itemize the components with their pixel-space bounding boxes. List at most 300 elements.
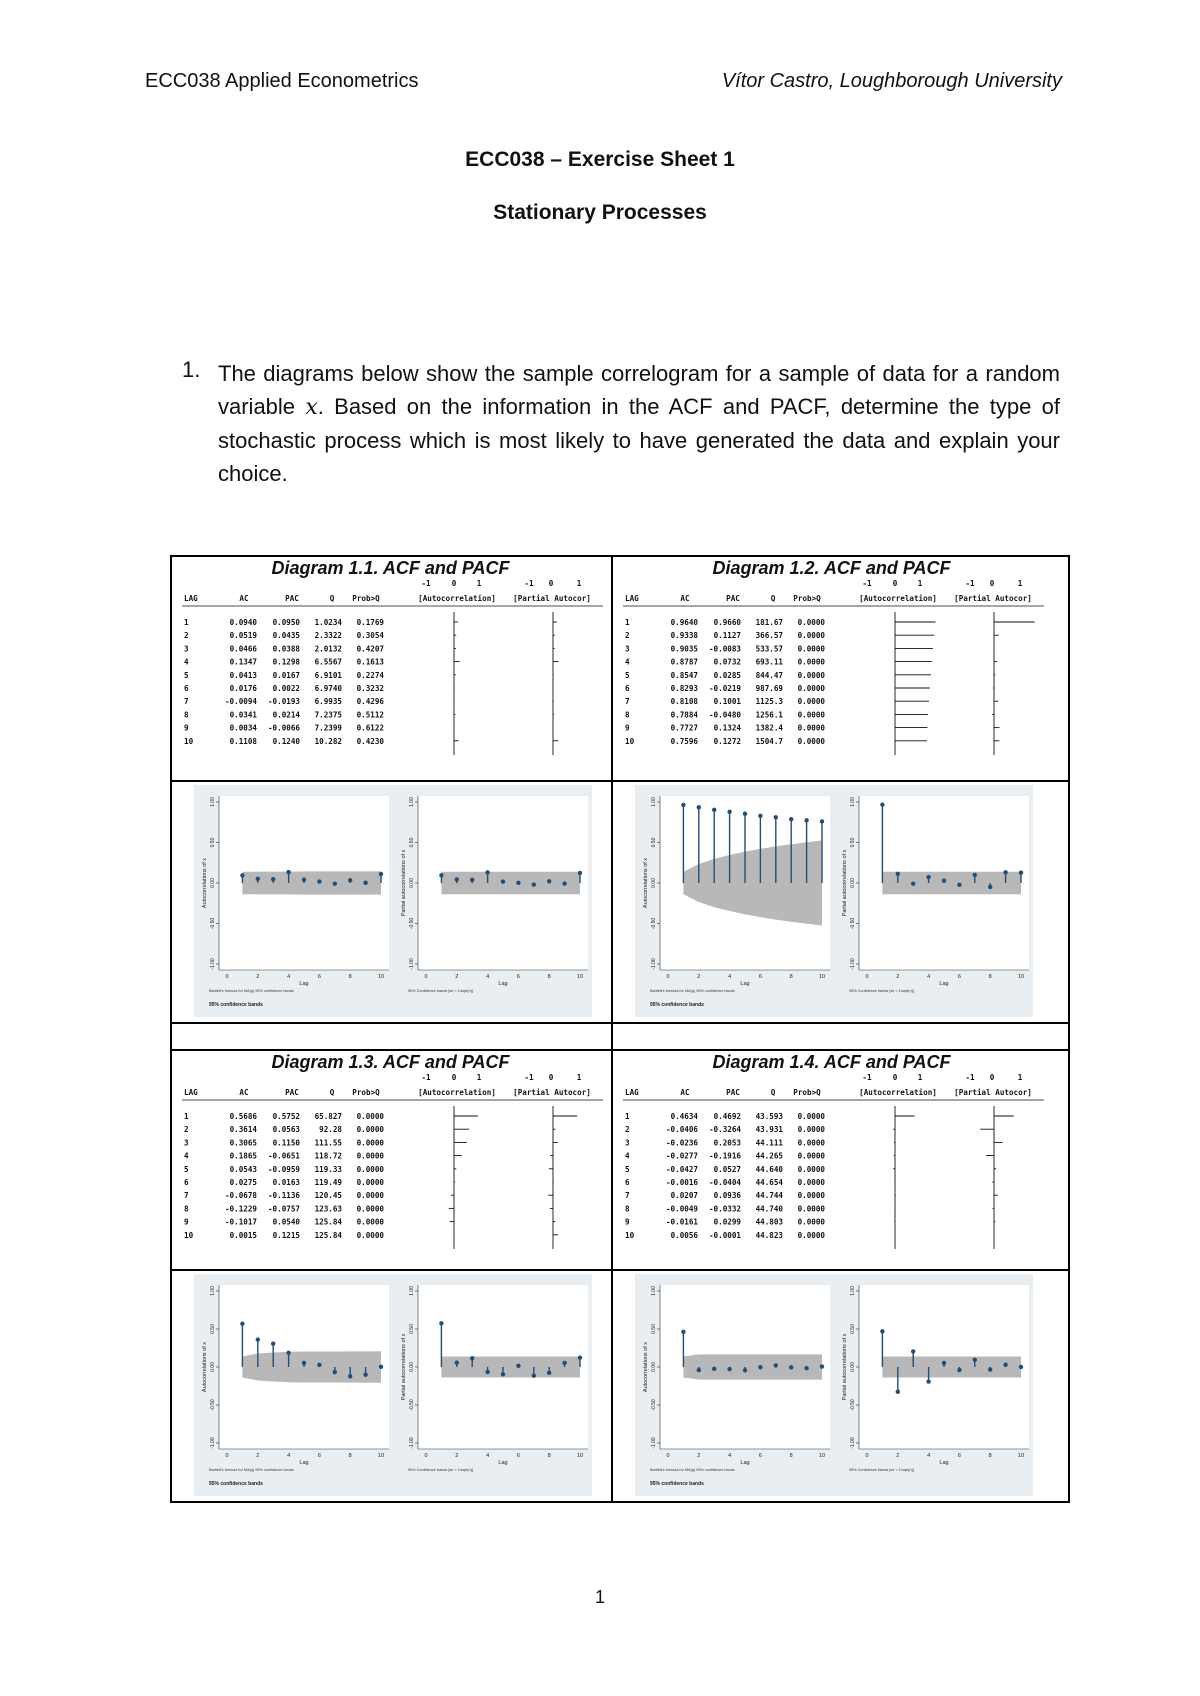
table-cell: 0.0000 <box>797 670 825 680</box>
table-cell: 0.1272 <box>713 736 741 746</box>
table-column-header: AC <box>680 1088 690 1097</box>
stem-marker <box>501 1372 505 1376</box>
confidence-band <box>882 1356 1021 1377</box>
x-tick-label: 6 <box>957 1453 961 1459</box>
table-cell: 0.0000 <box>356 1217 384 1227</box>
table-cell: 5 <box>625 1164 630 1174</box>
stem-marker <box>439 873 443 877</box>
table-cell: 0.0022 <box>272 684 300 693</box>
table-scale-label: 0 <box>892 579 898 588</box>
table-cell: 44.111 <box>755 1138 783 1148</box>
x-tick-label: 4 <box>486 974 490 980</box>
table-column-header: PAC <box>726 1088 740 1097</box>
stem-marker <box>681 1330 685 1334</box>
table-cell: 7.2375 <box>314 710 342 720</box>
table-cell: 0.0015 <box>229 1230 257 1240</box>
stem-marker <box>911 881 915 885</box>
table-scale-label: -1 <box>965 579 975 588</box>
table-cell: 44.823 <box>755 1230 783 1240</box>
table-cell: 0.0000 <box>356 1178 384 1187</box>
table-scale-label: 1 <box>917 1073 923 1082</box>
table-cell: 0.0000 <box>797 1125 825 1135</box>
question-text-after: . Based on the information in the ACF and PACF, determine the type of stochastic process which is most likely to have generated the data and explain your choice. <box>218 394 1061 486</box>
table-cell: 3 <box>625 644 630 654</box>
table-cell: 0.3065 <box>229 1138 257 1148</box>
table-cell: 43.931 <box>755 1125 783 1135</box>
table-cell: -0.0193 <box>267 697 300 707</box>
table-cell: 8 <box>625 710 630 720</box>
stem-marker <box>240 873 244 877</box>
table-cell: 44.654 <box>755 1178 783 1187</box>
table-cell: 43.593 <box>755 1112 783 1121</box>
band-legend: 95% confidence bands <box>650 1481 704 1487</box>
stem-marker <box>681 803 685 807</box>
stem-marker <box>896 1390 900 1394</box>
table-column-header: PAC <box>285 594 299 603</box>
table-cell: 0.3232 <box>356 684 384 693</box>
table-cell: 0.0275 <box>229 1178 257 1187</box>
table-column-header: [Partial Autocor] <box>513 1088 591 1097</box>
table-cell: 0.0000 <box>797 1112 825 1121</box>
table-cell: 0.1324 <box>713 723 741 733</box>
y-axis-label: Autocorrelations of x <box>202 857 208 909</box>
table-cell: -0.0094 <box>224 697 257 707</box>
y-tick-label: 0.00 <box>409 1362 415 1372</box>
table-cell: 6 <box>184 684 189 693</box>
table-cell: 2.0132 <box>314 644 342 654</box>
y-tick-label: 0.50 <box>651 837 657 848</box>
stem-marker <box>455 877 459 881</box>
table-cell: -0.0066 <box>267 723 300 733</box>
stem-marker <box>256 877 260 881</box>
table-scale-label: 1 <box>476 1073 482 1082</box>
table-cell: 9 <box>184 1217 189 1227</box>
table-cell: 6 <box>184 1178 189 1187</box>
table-cell: 0.0563 <box>272 1125 300 1135</box>
x-axis-label: Lag <box>498 981 508 987</box>
y-tick-label: -0.50 <box>409 1399 415 1411</box>
x-tick-label: 0 <box>865 1453 869 1459</box>
table-cell: 0.8108 <box>670 697 698 707</box>
table-cell: 0.4296 <box>356 697 384 707</box>
table-cell: -0.1017 <box>224 1217 257 1227</box>
stem-marker <box>743 812 747 816</box>
table-cell: 125.84 <box>314 1217 342 1227</box>
y-axis-label: Partial autocorrelations of x <box>842 1333 848 1401</box>
x-tick-label: 2 <box>455 974 459 980</box>
correlogram-table <box>172 579 609 775</box>
table-cell: 2 <box>625 1125 630 1135</box>
table-cell: -0.0161 <box>665 1217 698 1227</box>
table-cell: 0.0056 <box>670 1230 698 1240</box>
x-tick-label: 2 <box>896 974 900 980</box>
confidence-band <box>242 871 381 894</box>
table-cell: -0.0959 <box>267 1164 300 1174</box>
table-cell: -0.1916 <box>708 1151 741 1161</box>
x-tick-label: 10 <box>1017 1453 1025 1459</box>
y-tick-label: 0.50 <box>210 837 216 848</box>
y-tick-label: -1.00 <box>850 1437 856 1449</box>
x-axis-label: Lag <box>939 1460 949 1466</box>
y-tick-label: 0.00 <box>651 1362 657 1372</box>
table-cell: -0.1136 <box>267 1191 300 1201</box>
table-cell: 6 <box>625 684 630 693</box>
correlogram-plots <box>172 782 609 1020</box>
table-cell: 987.69 <box>755 684 783 693</box>
y-tick-label: -1.00 <box>850 958 856 970</box>
table-cell: 0.0000 <box>797 684 825 693</box>
table-cell: 844.47 <box>755 670 783 680</box>
correlogram-plots <box>613 1271 1050 1501</box>
x-tick-label: 4 <box>486 1453 490 1459</box>
stem-marker <box>485 870 489 874</box>
diagram-table-cell <box>172 1051 609 1268</box>
y-axis-label: Partial autocorrelations of x <box>842 849 848 917</box>
stem-marker <box>379 1365 383 1369</box>
stem-marker <box>789 1365 793 1369</box>
x-tick-label: 6 <box>957 974 961 980</box>
table-cell: 0.3614 <box>229 1125 257 1135</box>
table-cell: 0.0000 <box>797 697 825 707</box>
x-tick-label: 6 <box>516 974 520 980</box>
table-cell: 0.1127 <box>713 631 741 641</box>
table-cell: 0.0000 <box>356 1138 384 1148</box>
table-cell: 6.9935 <box>314 697 342 707</box>
table-cell: 0.4634 <box>670 1112 698 1121</box>
table-cell: 0.0000 <box>356 1191 384 1201</box>
table-scale-label: -1 <box>421 1073 431 1082</box>
plot-note: Bartlett's formula for MA(q) 95% confidence bands <box>209 1468 294 1472</box>
correlogram-plots <box>172 1271 609 1501</box>
x-tick-label: 8 <box>547 974 551 980</box>
table-cell: 0.8787 <box>670 657 698 667</box>
table-column-header: [Partial Autocor] <box>954 594 1032 603</box>
x-tick-label: 2 <box>697 1453 701 1459</box>
table-cell: 0.0207 <box>670 1191 698 1201</box>
table-cell: 8 <box>625 1204 630 1214</box>
stem-marker <box>501 879 505 883</box>
x-tick-label: 8 <box>789 1453 793 1459</box>
table-cell: 120.45 <box>314 1191 342 1201</box>
table-cell: 0.2053 <box>713 1138 741 1148</box>
table-cell: 118.72 <box>314 1151 342 1161</box>
x-axis-label: Lag <box>740 981 750 987</box>
table-column-header: [Autocorrelation] <box>859 1088 937 1097</box>
table-column-header: Prob>Q <box>793 1088 821 1097</box>
table-cell: 3 <box>184 644 189 654</box>
confidence-band <box>441 872 580 894</box>
table-cell: 0.0000 <box>797 644 825 654</box>
table-cell: 44.803 <box>755 1217 783 1227</box>
table-cell: 0.2274 <box>356 670 384 680</box>
y-tick-label: -1.00 <box>651 1437 657 1449</box>
stem-marker <box>470 878 474 882</box>
table-column-header: Q <box>329 594 335 603</box>
y-axis-label: Autocorrelations of x <box>643 1341 649 1393</box>
x-axis-label: Lag <box>299 981 309 987</box>
stem-marker <box>302 1361 306 1365</box>
stem-marker <box>578 871 582 875</box>
table-cell: -0.3264 <box>708 1125 741 1135</box>
table-cell: 8 <box>184 1204 189 1214</box>
table-column-header: [Autocorrelation] <box>418 1088 496 1097</box>
table-cell: 6.9740 <box>314 684 342 693</box>
table-cell: 9 <box>184 723 189 733</box>
stem-marker <box>896 872 900 876</box>
table-column-header: [Autocorrelation] <box>859 594 937 603</box>
question-text-before: The diagrams below show the sample correlogram for a sample of data for a random variable <box>218 361 1060 419</box>
table-cell: 0.0000 <box>797 657 825 667</box>
table-scale-label: 1 <box>576 1073 582 1082</box>
table-cell: 1 <box>184 1112 189 1121</box>
table-cell: 0.9338 <box>670 631 698 641</box>
y-tick-label: 0.00 <box>651 878 657 888</box>
table-column-header: AC <box>239 1088 249 1097</box>
x-tick-label: 2 <box>697 974 701 980</box>
x-tick-label: 8 <box>988 974 992 980</box>
y-tick-label: -0.50 <box>850 917 856 930</box>
table-cell: 0.9640 <box>670 618 698 627</box>
stem-marker <box>1003 1363 1007 1367</box>
stem-marker <box>302 877 306 881</box>
table-scale-label: 1 <box>476 579 482 588</box>
table-column-header: Q <box>770 594 776 603</box>
stem-marker <box>712 808 716 812</box>
table-cell: 0.0543 <box>229 1164 257 1174</box>
table-cell: 0.0000 <box>356 1204 384 1214</box>
table-cell: 0.0000 <box>797 1178 825 1187</box>
stem-marker <box>562 1361 566 1365</box>
table-scale-label: 0 <box>548 1073 554 1082</box>
table-cell: 44.740 <box>755 1204 783 1214</box>
stem-marker <box>271 1341 275 1345</box>
table-cell: 2 <box>184 1125 189 1135</box>
y-tick-label: -0.50 <box>651 917 657 930</box>
x-tick-label: 8 <box>988 1453 992 1459</box>
y-tick-label: -0.50 <box>210 917 216 930</box>
y-tick-label: 0.00 <box>850 878 856 888</box>
table-cell: 0.0000 <box>797 1191 825 1201</box>
stem-marker <box>485 1370 489 1374</box>
table-cell: -0.0651 <box>267 1151 300 1161</box>
table-scale-label: 1 <box>576 579 582 588</box>
stem-marker <box>957 1368 961 1372</box>
page-title: ECC038 – Exercise Sheet 1 <box>465 148 735 171</box>
x-tick-label: 0 <box>666 1453 670 1459</box>
table-scale-label: 0 <box>989 1073 995 1082</box>
stem-marker <box>516 881 520 885</box>
table-cell: 3 <box>625 1138 630 1148</box>
table-cell: 10.282 <box>314 736 342 746</box>
stem-marker <box>532 1373 536 1377</box>
stem-marker <box>697 1368 701 1372</box>
y-axis-label: Autocorrelations of x <box>202 1341 208 1393</box>
table-cell: 7 <box>184 697 189 707</box>
page-subtitle: Stationary Processes <box>493 201 707 224</box>
y-tick-label: 0.50 <box>850 837 856 848</box>
table-cell: 181.67 <box>755 618 783 627</box>
table-cell: -0.1229 <box>224 1204 257 1214</box>
table-cell: 6 <box>625 1178 630 1187</box>
correlogram-table <box>613 579 1050 775</box>
plot-note: 95% Confidence bands [se = 1/sqrt(n)] <box>849 989 914 993</box>
x-tick-label: 10 <box>1017 974 1025 980</box>
plot-note: Bartlett's formula for MA(q) 95% confidence bands <box>650 1468 735 1472</box>
stem-marker <box>774 1363 778 1367</box>
table-cell: 119.33 <box>314 1164 342 1174</box>
diagram-plot-cell <box>172 782 609 1020</box>
x-axis-label: Lag <box>939 981 949 987</box>
table-cell: 0.1001 <box>713 697 741 707</box>
table-scale-label: 0 <box>451 1073 457 1082</box>
x-tick-label: 8 <box>348 1453 352 1459</box>
table-cell: 0.0940 <box>229 618 257 627</box>
stem-marker <box>578 1356 582 1360</box>
table-cell: 0.0000 <box>797 1204 825 1214</box>
table-cell: 0.6122 <box>356 723 384 733</box>
table-cell: 0.0950 <box>272 618 300 627</box>
stem-marker <box>804 1366 808 1370</box>
stem-marker <box>439 1321 443 1325</box>
table-cell: -0.0757 <box>267 1204 300 1214</box>
confidence-band <box>441 1356 580 1377</box>
table-cell: 0.0034 <box>229 723 257 733</box>
diagram-table-cell <box>172 557 609 779</box>
y-tick-label: -1.00 <box>651 958 657 970</box>
table-cell: 0.0285 <box>713 670 741 680</box>
stem-marker <box>789 817 793 821</box>
table-cell: 0.0000 <box>356 1112 384 1121</box>
table-column-header: [Partial Autocor] <box>513 594 591 603</box>
x-tick-label: 2 <box>896 1453 900 1459</box>
table-scale-label: -1 <box>862 1073 872 1082</box>
stem-marker <box>317 879 321 883</box>
band-legend: 95% confidence bands <box>209 1002 263 1008</box>
x-axis-label: Lag <box>299 1460 309 1466</box>
table-cell: 9 <box>625 723 630 733</box>
table-cell: -0.0480 <box>708 710 741 720</box>
table-cell: 0.0000 <box>797 1138 825 1148</box>
table-cell: 0.0388 <box>272 644 300 654</box>
stem-marker <box>348 878 352 882</box>
table-cell: 5 <box>625 670 630 680</box>
y-tick-label: -1.00 <box>210 958 216 970</box>
stem-marker <box>926 1379 930 1383</box>
table-cell: 123.63 <box>314 1204 342 1214</box>
table-cell: 2 <box>184 631 189 641</box>
x-tick-label: 6 <box>758 1453 762 1459</box>
table-cell: 44.744 <box>755 1191 783 1201</box>
y-tick-label: 1.00 <box>409 797 415 807</box>
x-tick-label: 6 <box>758 974 762 980</box>
x-tick-label: 6 <box>516 1453 520 1459</box>
table-cell: 1.0234 <box>314 618 342 627</box>
x-tick-label: 4 <box>927 1453 931 1459</box>
table-column-header: Prob>Q <box>352 594 380 603</box>
y-axis-label: Autocorrelations of x <box>643 857 649 909</box>
stem-marker <box>562 881 566 885</box>
table-cell: 0.0299 <box>713 1217 741 1227</box>
table-cell: 10 <box>625 736 635 746</box>
y-tick-label: 0.00 <box>210 878 216 888</box>
y-tick-label: 1.00 <box>850 1286 856 1296</box>
page-number: 1 <box>594 1587 605 1607</box>
table-cell: 6.9101 <box>314 670 342 680</box>
stem-marker <box>333 1370 337 1374</box>
table-cell: 0.8547 <box>670 670 698 680</box>
x-tick-label: 8 <box>789 974 793 980</box>
table-cell: 1382.4 <box>755 723 783 733</box>
stem-marker <box>942 1361 946 1365</box>
y-tick-label: -0.50 <box>210 1399 216 1411</box>
table-cell: -0.0332 <box>708 1204 741 1214</box>
table-cell: 0.9035 <box>670 644 698 654</box>
x-tick-label: 0 <box>225 1453 229 1459</box>
diagram-title: Diagram 1.1. ACF and PACF <box>271 558 510 578</box>
table-column-header: AC <box>680 594 690 603</box>
stem-marker <box>988 1367 992 1371</box>
x-axis-label: Lag <box>740 1460 750 1466</box>
stem-marker <box>758 1365 762 1369</box>
stem-marker <box>988 885 992 889</box>
x-tick-label: 8 <box>547 1453 551 1459</box>
y-tick-label: 1.00 <box>210 1286 216 1296</box>
table-cell: 2.3322 <box>314 631 342 641</box>
table-scale-label: -1 <box>965 1073 975 1082</box>
stem-marker <box>516 1364 520 1368</box>
table-cell: 693.11 <box>755 657 783 667</box>
confidence-band <box>683 1354 822 1379</box>
y-tick-label: -1.00 <box>409 958 415 970</box>
table-cell: 0.0000 <box>797 1164 825 1174</box>
confidence-band <box>242 1351 381 1382</box>
table-cell: 4 <box>625 657 630 667</box>
question-variable: x <box>305 395 318 420</box>
header-left: ECC038 Applied Econometrics <box>145 70 419 92</box>
question-number: 1. <box>182 357 201 382</box>
stem-marker <box>926 875 930 879</box>
x-tick-label: 4 <box>287 974 291 980</box>
stem-marker <box>1003 870 1007 874</box>
correlogram-table <box>613 1073 1050 1269</box>
stem-marker <box>697 805 701 809</box>
table-cell: -0.0406 <box>665 1125 698 1135</box>
table-cell: 0.4230 <box>356 736 384 746</box>
stem-marker <box>973 1358 977 1362</box>
table-cell: 0.0000 <box>356 1151 384 1161</box>
stem-marker <box>240 1322 244 1326</box>
y-tick-label: 1.00 <box>409 1286 415 1296</box>
table-cell: 0.0732 <box>713 657 741 667</box>
table-cell: 10 <box>184 736 194 746</box>
table-cell: 0.0000 <box>356 1125 384 1135</box>
stem-marker <box>820 1364 824 1368</box>
table-cell: 1256.1 <box>755 710 783 720</box>
stem-marker <box>743 1368 747 1372</box>
table-scale-label: 1 <box>917 579 923 588</box>
y-tick-label: 1.00 <box>651 797 657 807</box>
table-cell: 0.4692 <box>713 1112 741 1121</box>
x-tick-label: 10 <box>576 974 584 980</box>
diagram-title: Diagram 1.4. ACF and PACF <box>712 1052 951 1072</box>
table-column-header: Q <box>770 1088 776 1097</box>
stem-marker <box>256 1337 260 1341</box>
x-tick-label: 10 <box>377 974 385 980</box>
table-cell: 0.0466 <box>229 644 257 654</box>
stem-marker <box>973 873 977 877</box>
y-tick-label: -0.50 <box>409 917 415 930</box>
stem-marker <box>379 872 383 876</box>
